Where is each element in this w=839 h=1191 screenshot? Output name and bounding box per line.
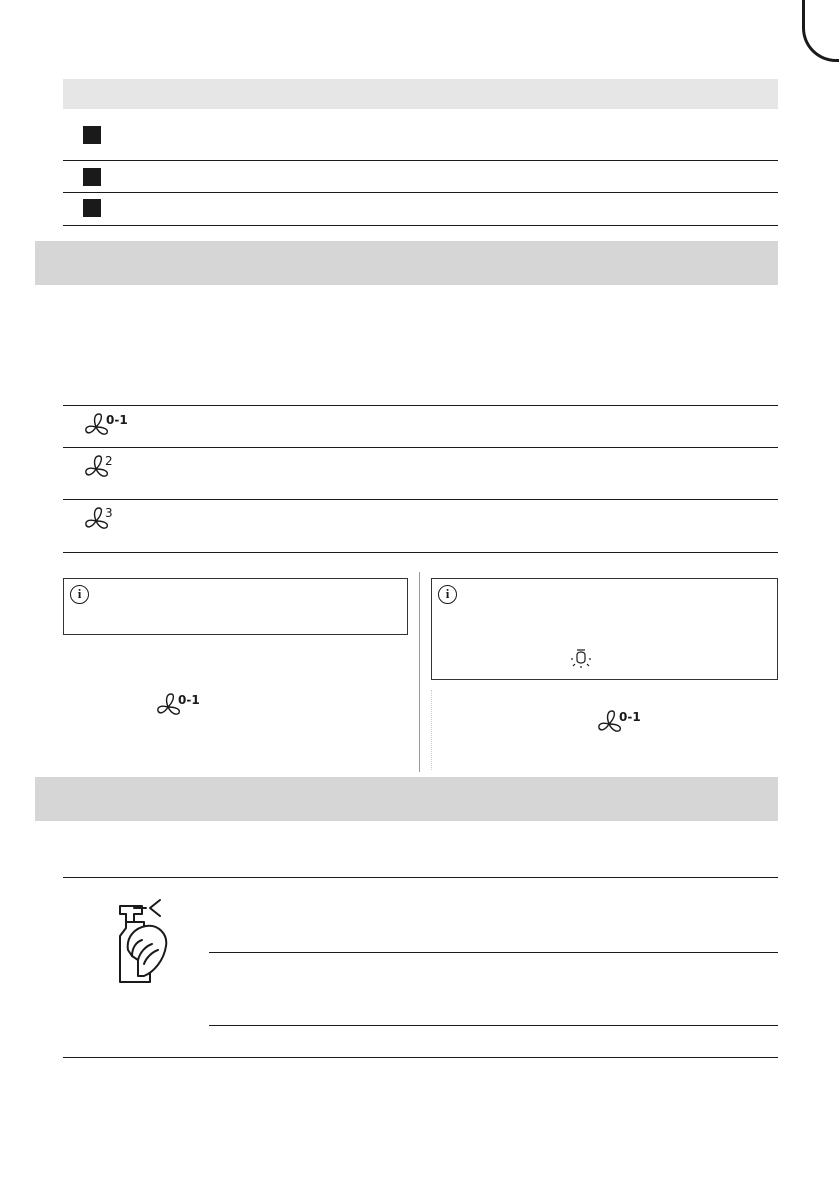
info-icon: i (70, 585, 89, 604)
info-icon: i (438, 585, 457, 604)
fan-level-label: 0-1 (106, 413, 128, 427)
fan-table-top-rule (63, 405, 778, 406)
fan-table-divider (63, 499, 778, 500)
fan-level-label: 0-1 (178, 693, 200, 707)
spray-and-cloth-icon (104, 894, 172, 989)
key-table-divider (63, 160, 778, 161)
fan-icon (155, 691, 201, 719)
cleaning-table-top-rule (63, 877, 778, 878)
cleaning-table-bottom-rule (63, 1057, 778, 1058)
fan-level-label: 0-1 (619, 710, 641, 724)
info-note-box (63, 578, 408, 635)
fan-table-bottom-rule (63, 552, 778, 553)
fan-icon (83, 453, 129, 481)
info-note-box (431, 578, 778, 680)
key-marker-2 (83, 168, 101, 186)
cleaning-table-divider (209, 1025, 778, 1026)
key-marker-3 (83, 199, 101, 217)
key-table-bottom-rule (63, 225, 778, 226)
fan-icon (83, 505, 129, 533)
fan-icon (596, 708, 642, 736)
fan-level-label: 2 (105, 454, 113, 468)
key-table-divider (63, 192, 778, 193)
column-divider (419, 572, 420, 772)
column-rule (431, 690, 432, 770)
key-marker-1 (83, 126, 101, 144)
light-bulb-icon (568, 647, 594, 676)
key-table-header (63, 79, 778, 109)
fan-icon (83, 411, 129, 439)
section-heading-bar (35, 241, 778, 285)
fan-level-label: 3 (105, 506, 113, 520)
fan-table-divider (63, 447, 778, 448)
cleaning-table-divider (209, 952, 778, 953)
section-heading-bar (35, 777, 778, 821)
page-edge-tab (802, 0, 839, 62)
